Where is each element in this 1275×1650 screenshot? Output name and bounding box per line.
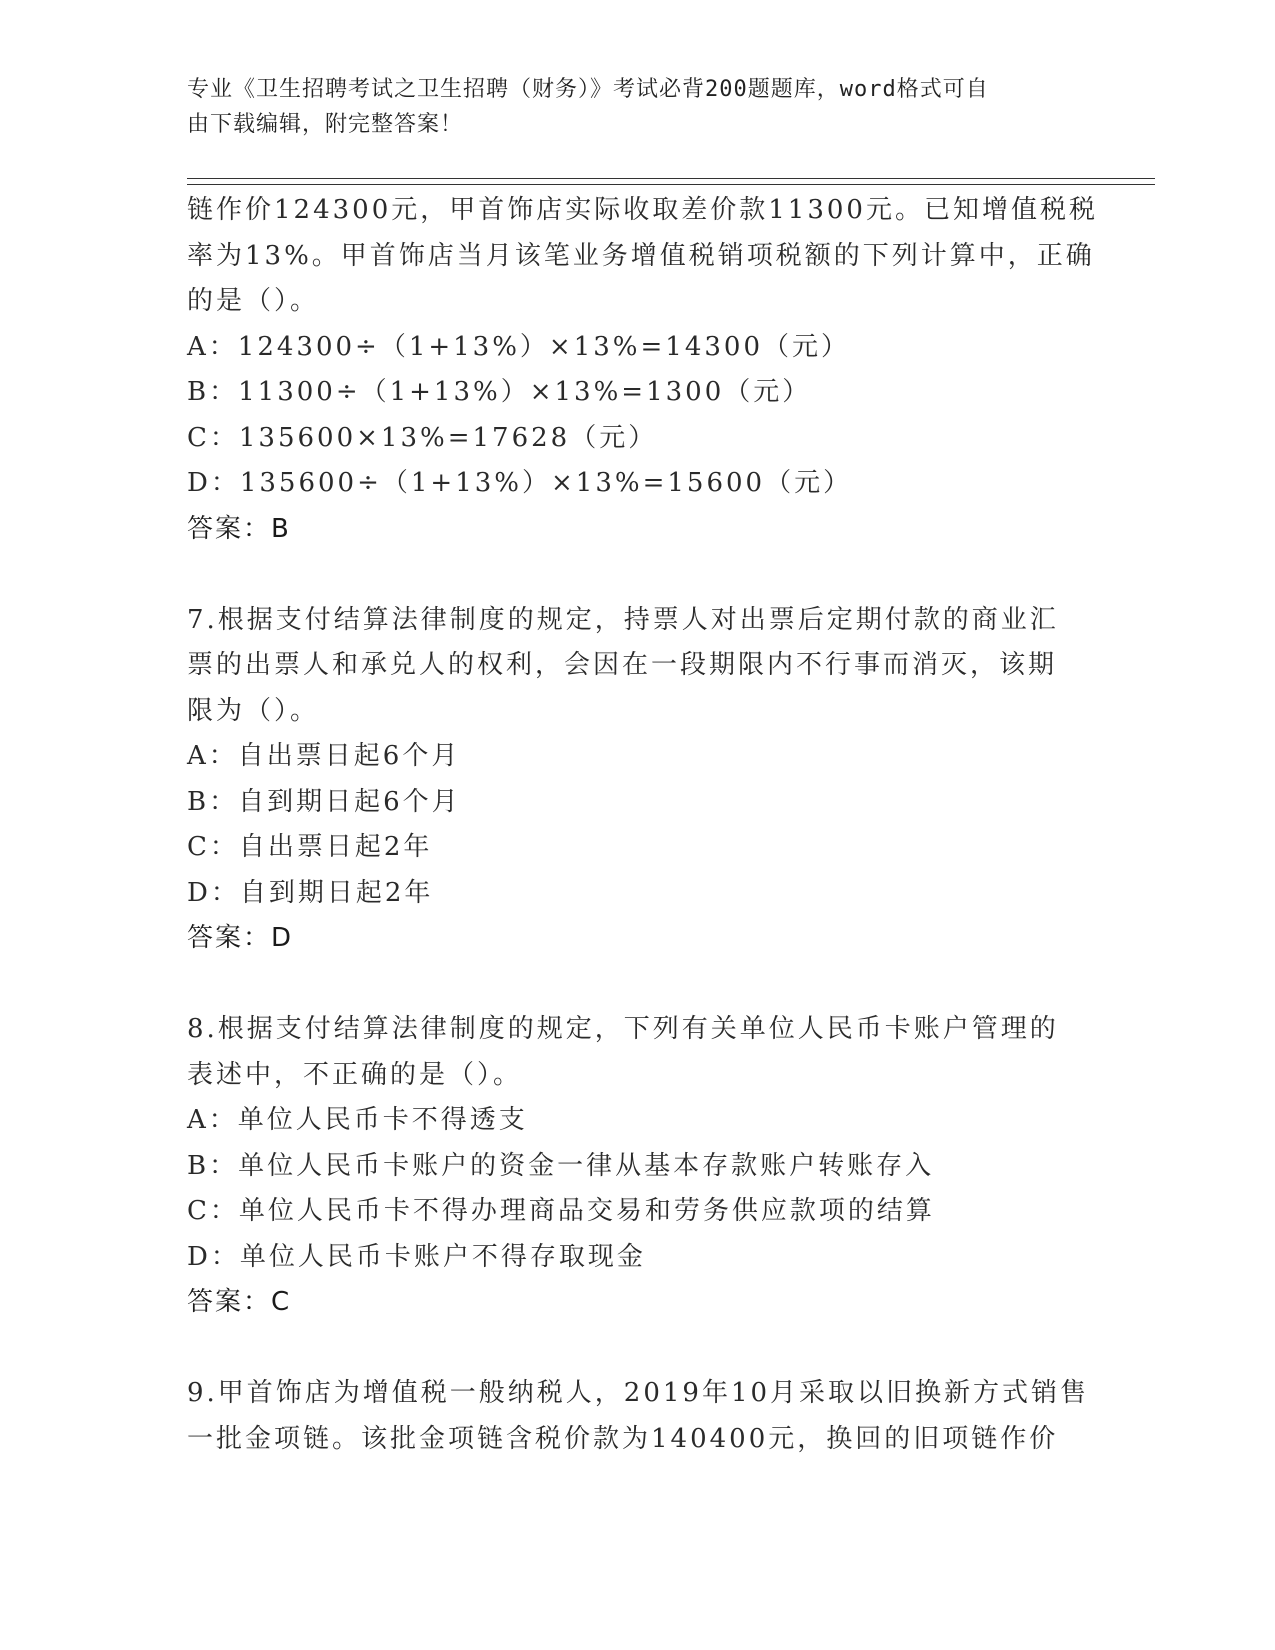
question-text-line: 票的出票人和承兑人的权利，会因在一段期限内不行事而消灭，该期 bbox=[187, 650, 1058, 680]
question-text-line: 表述中，不正确的是（）。 bbox=[187, 1059, 523, 1090]
question-text-line: 9.甲首饰店为增值税一般纳税人，2019年10月采取以旧换新方式销售 bbox=[187, 1378, 1090, 1408]
option-b: B：单位人民币卡账户的资金一律从基本存款账户转账存入 bbox=[187, 1150, 935, 1181]
spacer bbox=[187, 1326, 1087, 1372]
question-text-line: 8.根据支付结算法律制度的规定，下列有关单位人民币卡账户管理的 bbox=[187, 1014, 1059, 1044]
document-header bbox=[187, 72, 1087, 142]
header-line-2: 由下载编辑，附完整答案！ bbox=[187, 112, 464, 137]
question-text-line: 链作价124300元，甲首饰店实际收取差价款11300元。已知增值税税 bbox=[187, 195, 1098, 225]
option-a: A：单位人民币卡不得透支 bbox=[187, 1105, 528, 1135]
option-d: D：自到期日起2年 bbox=[187, 877, 434, 908]
question-7 bbox=[187, 598, 1087, 962]
question-9 bbox=[187, 1371, 1090, 1462]
header-rule-top bbox=[187, 178, 1155, 179]
document-body bbox=[187, 188, 1098, 1462]
question-text-line: 7.根据支付结算法律制度的规定，持票人对出票后定期付款的商业汇 bbox=[187, 604, 1059, 635]
question-text-line: 的是（）。 bbox=[187, 286, 320, 316]
answer-label: 答案：C bbox=[187, 1287, 292, 1317]
option-c: C：135600×13%=17628（元） bbox=[187, 422, 658, 453]
answer-label: 答案：D bbox=[187, 923, 294, 953]
option-c: C：单位人民币卡不得办理商品交易和劳务供应款项的结算 bbox=[187, 1196, 935, 1226]
answer-label: 答案：B bbox=[187, 513, 291, 544]
option-b: B：自到期日起6个月 bbox=[187, 786, 461, 817]
question-text-line: 限为（）。 bbox=[187, 695, 320, 726]
spacer bbox=[187, 962, 1087, 1008]
option-b: B：11300÷（1+13%）×13%=1300（元） bbox=[187, 377, 812, 407]
option-a: A：自出票日起6个月 bbox=[187, 741, 461, 771]
header-rule-bottom bbox=[187, 184, 1155, 185]
question-text-line: 率为13%。甲首饰店当月该笔业务增值税销项税额的下列计算中，正确 bbox=[187, 240, 1095, 271]
question-8 bbox=[187, 1007, 1087, 1326]
option-a: A：124300÷（1+13%）×13%=14300（元） bbox=[187, 331, 850, 362]
question-6-continued bbox=[187, 188, 1098, 552]
option-c: C：自出票日起2年 bbox=[187, 832, 433, 862]
spacer bbox=[187, 552, 1087, 598]
header-line-1: 专业《卫生招聘考试之卫生招聘（财务）》考试必背200题题库，word格式可自 bbox=[187, 77, 989, 102]
question-text-line: 一批金项链。该批金项链含税价款为140400元，换回的旧项链作价 bbox=[187, 1423, 1059, 1454]
option-d: D：单位人民币卡账户不得存取现金 bbox=[187, 1241, 646, 1272]
option-d: D：135600÷（1+13%）×13%=15600（元） bbox=[187, 468, 853, 498]
